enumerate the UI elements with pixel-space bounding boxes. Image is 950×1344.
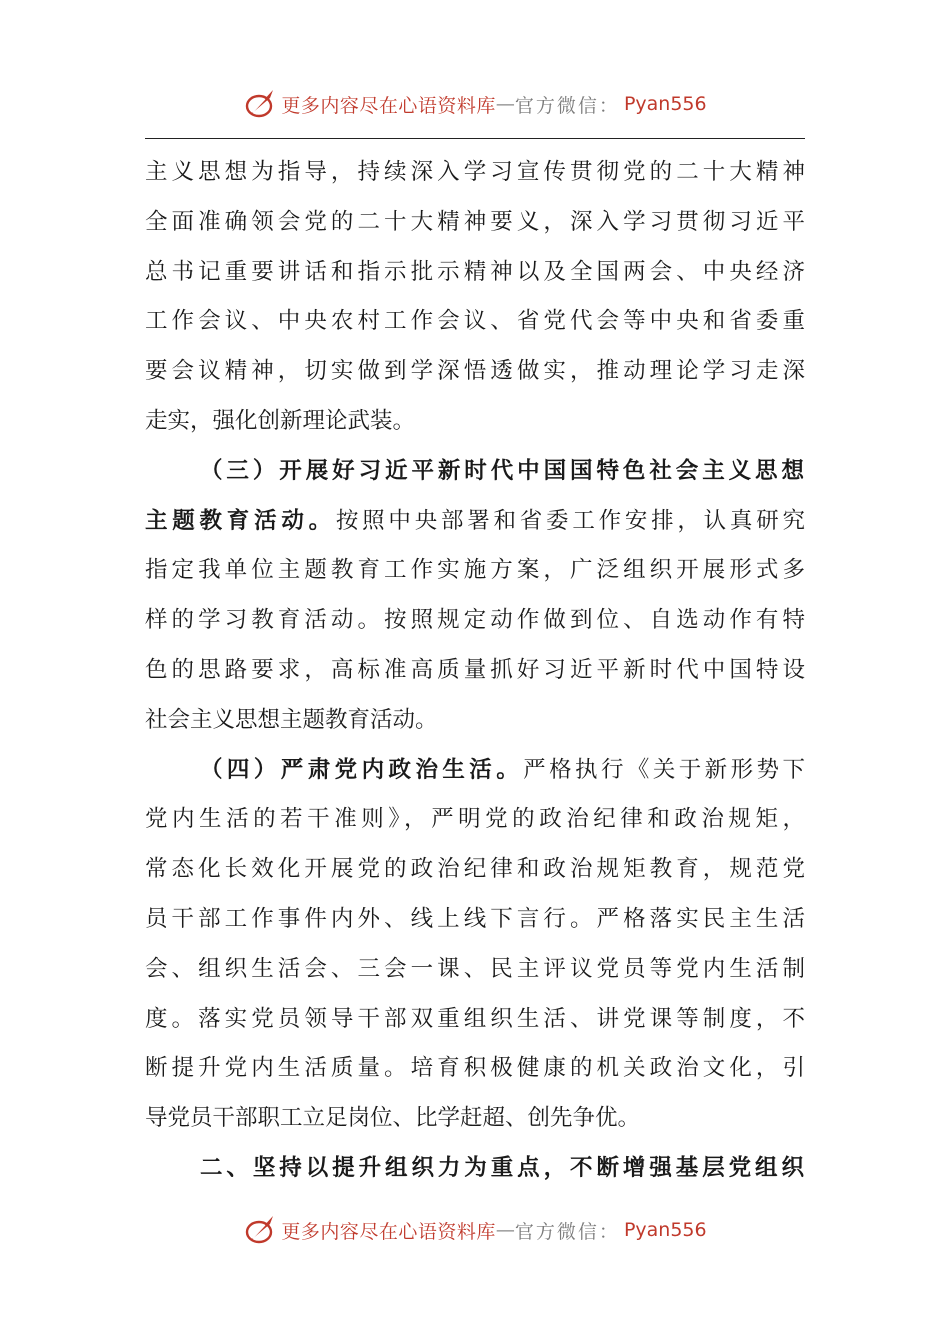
text-line: 常态化长效化开展党的政治纪律和政治规矩教育，规范党 xyxy=(145,856,805,883)
section-heading-two: 二、坚持以提升组织力为重点，不断增强基层党组织 xyxy=(200,1154,805,1181)
section-heading-line xyxy=(145,1144,805,1194)
banner-label: 官方微信： xyxy=(514,94,620,117)
banner-wechat-id: Pyan556 xyxy=(623,93,707,115)
text-line: 指定我单位主题教育工作实施方案，广泛组织开展形式多 xyxy=(145,557,805,584)
subheading-three-cont: 主题教育活动。 xyxy=(145,507,336,534)
text-line: 断提升党内生活质量。培育积极健康的机关政治文化，引 xyxy=(145,1055,805,1082)
subheading-three: （三）开展好习近平新时代中国国特色社会主义思想 xyxy=(200,457,805,484)
text-line: 主义思想为指导，持续深入学习宣传贯彻党的二十大精神 xyxy=(145,159,805,185)
subheading-four: （四）严肃党内政治生活。 xyxy=(200,756,524,783)
document-body xyxy=(145,148,805,1194)
text-line: 社会主义思想主题教育活动。 xyxy=(145,706,438,733)
text-line xyxy=(145,746,805,796)
header-rule xyxy=(145,138,805,139)
text-line: 党内生活的若干准则》，严明党的政治纪律和政治规矩， xyxy=(145,806,805,833)
text-line: 员干部工作事件内外、线上线下言行。严格落实民主生活 xyxy=(145,905,805,932)
text-line: 色的思路要求，高标准高质量抓好习近平新时代中国特设 xyxy=(145,656,805,683)
text-line: 全面准确领会党的二十大精神要义，深入学习贯彻习近平 xyxy=(145,208,805,235)
text-line: 要会议精神，切实做到学深悟透做实，推动理论学习走深 xyxy=(145,358,805,385)
text-line: 导党员干部职工立足岗位、比学赶超、创先争优。 xyxy=(145,1105,641,1132)
text-span: 严格执行《关于新形势下 xyxy=(523,756,805,783)
banner-label: 官方微信： xyxy=(514,1220,620,1243)
text-line: 样的学习教育活动。按照规定动作做到位、自选动作有特 xyxy=(145,607,805,634)
text-line: 工作会议、中央农村工作会议、省党代会等中央和省委重 xyxy=(145,308,805,335)
header-watermark-banner xyxy=(0,82,950,126)
banner-dash: — xyxy=(495,93,515,115)
banner-dash: — xyxy=(495,1219,515,1241)
footer-watermark-banner xyxy=(0,1208,950,1252)
banner-site-name: 更多内容尽在心语资料库 xyxy=(281,94,496,117)
subheading-line xyxy=(145,447,805,497)
text-line: 走实，强化创新理论武装。 xyxy=(145,407,416,434)
banner-site-name: 更多内容尽在心语资料库 xyxy=(281,1220,496,1243)
banner-wechat-id: Pyan556 xyxy=(623,1219,707,1241)
text-line: 度。落实党员领导干部双重组织生活、讲党课等制度，不 xyxy=(145,1005,805,1032)
quill-logo-icon xyxy=(243,86,279,122)
quill-logo-icon xyxy=(243,1212,279,1248)
text-line xyxy=(145,497,805,547)
text-line: 总书记重要讲话和指示批示精神以及全国两会、中央经济 xyxy=(145,258,805,285)
text-span: 按照中央部署和省委工作安排，认真研究 xyxy=(335,507,805,534)
text-line: 会、组织生活会、三会一课、民主评议党员等党内生活制 xyxy=(145,955,805,982)
